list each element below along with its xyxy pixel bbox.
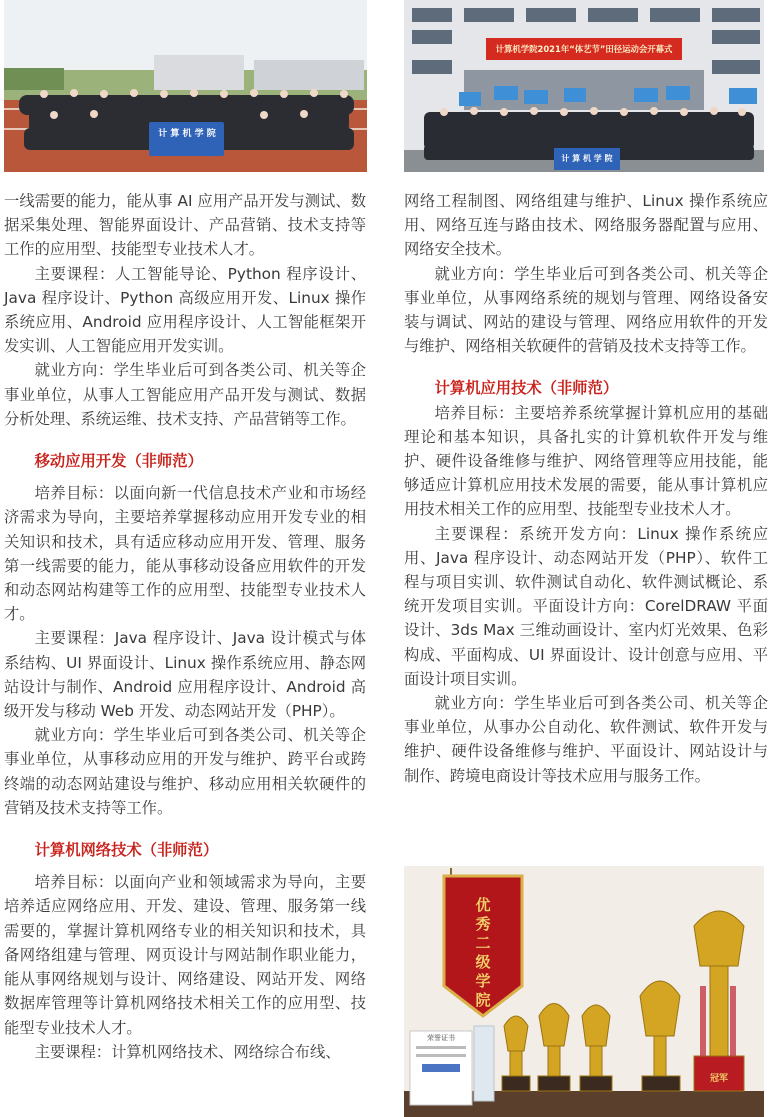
pennant-title: 优秀二级学院 [475, 896, 491, 1009]
network-career-paragraph: 就业方向：学生毕业后可到各类公司、机关等企事业单位，从事网络系统的规划与管理、网络设备安装与调试、网站的建设与管理、网络应用软件的开发与维护、网络相关软硬件的营销及技术支持等工作。 [404, 264, 768, 356]
right-column [404, 0, 768, 1084]
mobile-career-paragraph: 就业方向：学生毕业后可到各类公司、机关等企事业单位，从事移动应用的开发与维护、跨平台或跨终端的动态网站建设与维护、移动应用相关软硬件的营销及技术支持等工作。 [4, 726, 366, 817]
mobile-goal-paragraph: 培养目标：以面向新一代信息技术产业和市场经济需求为导向，主要培养掌握移动应用开发专业的相关知识和技术，具有适应移动应用开发、管理、服务第一线需要的能力，能从事移动设备应用软件的开发和动态网站构建等工作的应用型、技能型专业技术人才。 [4, 484, 366, 624]
group-photo-building-image [404, 0, 764, 172]
trophy-base-label: 冠军 [709, 1074, 728, 1084]
group-photo-track-image [4, 0, 367, 172]
right-photo-sign-text: 计 算 机 学 院 [561, 154, 613, 163]
network-tech-heading: 计算机网络技术（非师范） [34, 841, 219, 860]
group-photo-building [404, 0, 764, 172]
network-courses-paragraph-start: 主要课程：计算机网络技术、网络综合布线、 [34, 1042, 341, 1061]
certificate-label: 荣誉证书 [427, 1034, 455, 1042]
honors-photo [404, 866, 764, 1117]
left-text [0, 172, 370, 1064]
computer-app-courses-paragraph: 主要课程：系统开发方向：Linux 操作系统应用、Java 程序设计、动态网站开发（PHP）、软件工程与项目实训、软件测试自动化、软件测试概论、系统开发项目实训。平面设计方向：CorelDRAW 平面设计、3ds Max 三维动画设计、室内灯光效果、色彩构成、平面构成、UI 界面设计、设计创意与应用、平面设计项目实训。 [404, 524, 768, 688]
left-photo-banner-text: 计 算 机 学 院 [158, 129, 216, 139]
computer-app-heading: 计算机应用技术（非师范） [434, 379, 619, 398]
ai-career-paragraph: 就业方向：学生毕业后可到各类公司、机关等企事业单位，从事人工智能应用产品开发与测试、数据分析处理、系统运维、技术支持、产品营销等工作。 [4, 361, 366, 428]
group-photo-track [4, 0, 367, 172]
left-column [0, 0, 370, 1064]
mobile-courses-paragraph: 主要课程：Java 程序设计、Java 设计模式与体系结构、UI 界面设计、Linux 操作系统应用、静态网站设计与制作、Android 应用程序设计、Android 高级开发与移动 Web 开发、动态网站开发（PHP）。 [4, 629, 366, 721]
computer-app-goal-paragraph: 培养目标：主要培养系统掌握计算机应用的基础理论和基本知识，具备扎实的计算机软件开发与维护、硬件设备维修与维护、网络管理等应用技能，能够适应计算机应用技术发展的需要，能从事计算机应用技术相关工作的应用型、技能型专业技术人才。 [404, 403, 768, 519]
ai-courses-paragraph: 主要课程：人工智能导论、Python 程序设计、Java 程序设计、Python 高级应用开发、Linux 操作系统应用、Android 应用程序设计、人工智能框架开发实训、人工智能应用开发实训。 [4, 264, 366, 356]
right-text [404, 172, 768, 788]
network-goal-paragraph: 培养目标：以面向产业和领域需求为导向，主要培养适应网络应用、开发、建设、管理、服务第一线需要的，掌握计算机网络专业的相关知识和技术，具备网络组建与管理、网页设计与网站制作职业能力，能从事网络规划与设计、网络建设、网站开发、网络数据库管理等计算机网络技术相关工作的应用型、技能型专业技术人才。 [4, 873, 366, 1037]
ai-ability-paragraph: 一线需要的能力，能从事 AI 应用产品开发与测试、数据采集处理、智能界面设计、产品营销、技术支持等工作的应用型、技能型专业技术人才。 [4, 192, 366, 259]
network-courses-paragraph-cont: 网络工程制图、网络组建与维护、Linux 操作系统应用、网络互连与路由技术、网络服务器配置与应用、网络安全技术。 [404, 192, 768, 259]
computer-app-career-paragraph: 就业方向：学生毕业后可到各类公司、机关等企事业单位，从事办公自动化、软件测试、软件开发与维护、硬件设备维修与维护、平面设计、网站设计与制作、跨境电商设计等技术应用与服务工作。 [404, 694, 768, 785]
mobile-dev-heading: 移动应用开发（非师范） [34, 452, 203, 471]
right-photo-red-banner-text: 计算机学院2021年“体艺节”田径运动会开幕式 [495, 44, 673, 54]
